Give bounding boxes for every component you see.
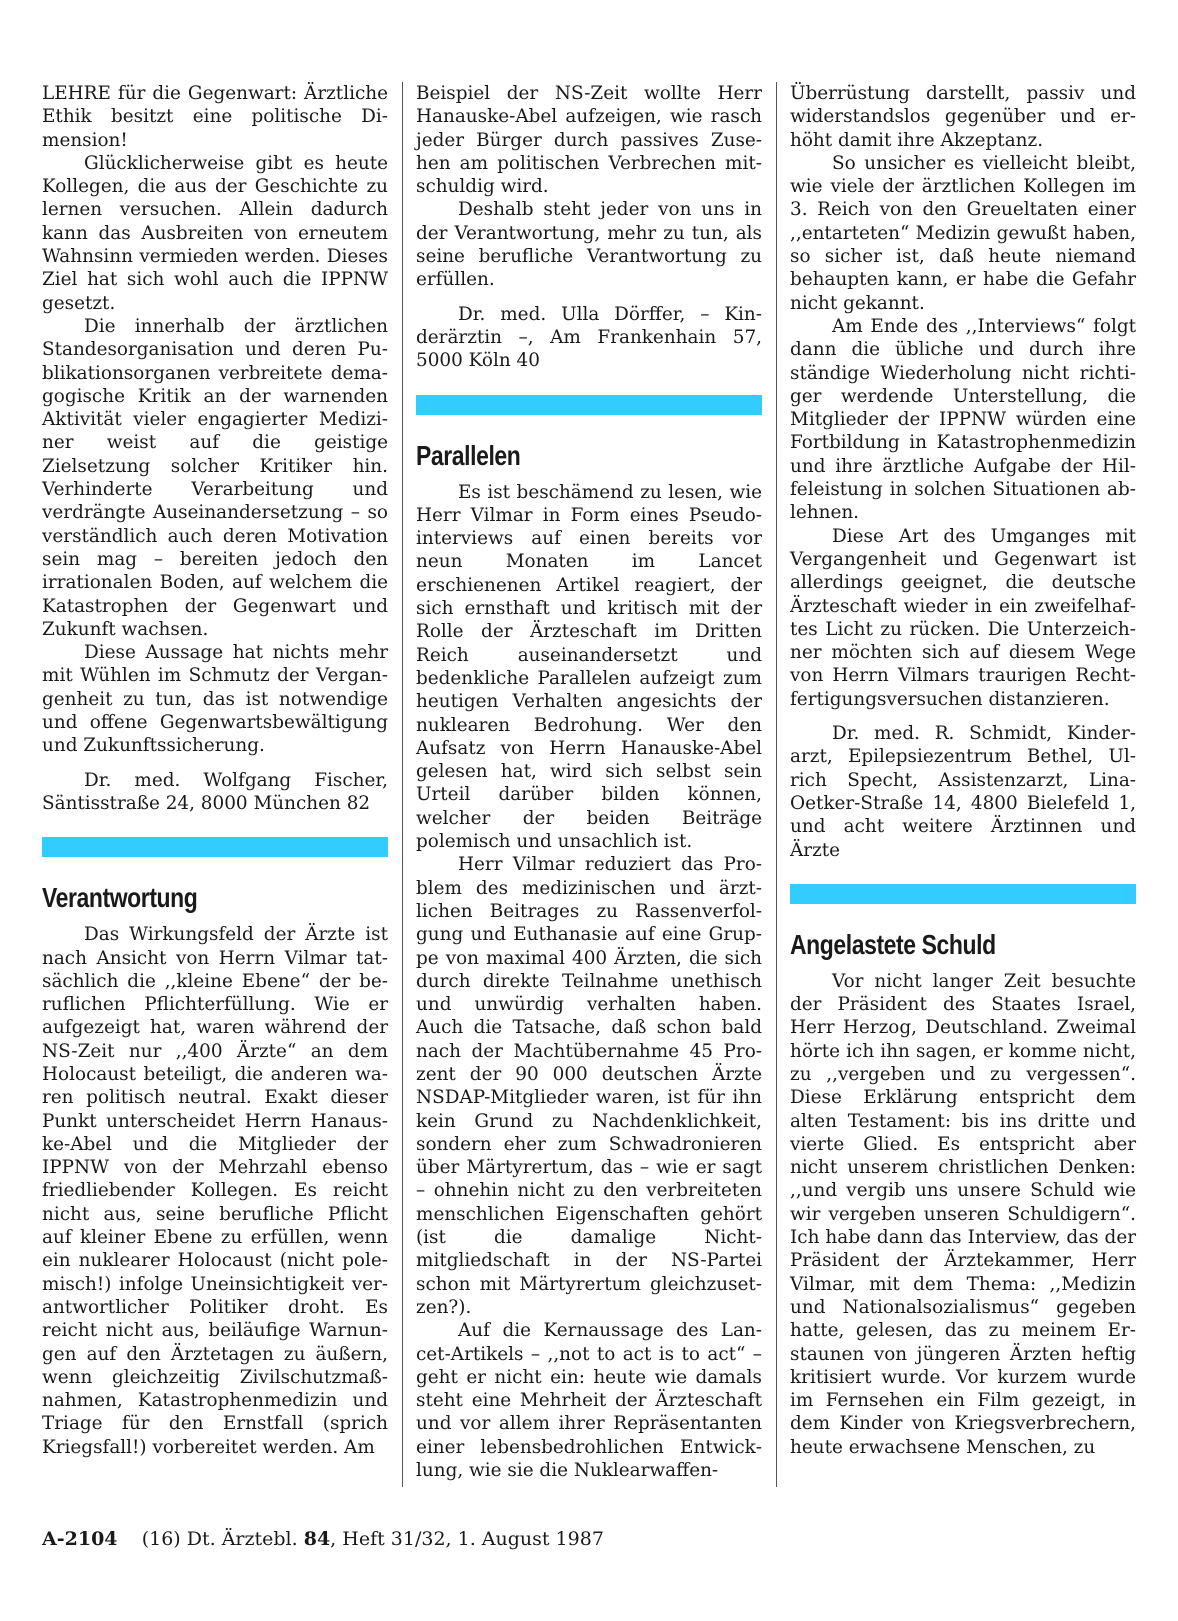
paragraph: Überrüstung darstellt, passiv und widerstandslos gegenüber und erhöht damit ihre Akzeptanz. xyxy=(790,83,1136,151)
letter-signature: Dr. med. Ulla Dörffer, – Kinderärztin –, Am Frankenhain 57, 5000 Köln 40 xyxy=(416,303,762,372)
paragraph: Die innerhalb der ärztlichen Standesorganisation und deren Publikationsorganen verbreitete demagogische Kritik an der warnenden Aktivität vieler engagierter Mediziner weist auf die geistige Zielsetzung solcher Kritiker hin. Verhinderte Verarbeitung und verdrängte Auseinandersetzung – so verständlich auch deren Motivation sein mag – bereiten jedoch den irrationalen Boden, auf welchem die Katastrophen der Gegenwart und Zukunft wachsen. xyxy=(42,315,388,640)
paragraph: Deshalb steht jeder von uns in der Verantwortung, mehr zu tun, als seine berufliche Verantwortung zu erfüllen. xyxy=(416,199,762,291)
paragraph: So unsicher es vielleicht bleibt, wie viele der ärztlichen Kollegen im 3. Reich von den Greueltaten einer ,,entarteten“ Medizin gewußt haben, so sicher ist, daß heute niemand behaupten kann, er habe die Gefahr nicht gekannt. xyxy=(790,152,1136,314)
paragraph: Auf die Kernaussage des Lancet-Artikels – ,,not to act is to act“ – geht er nicht ein: heute wie damals steht eine Mehrheit der Ärzteschaft und vor allem ihrer Repräsentanten einer lebensbedrohlichen Entwicklung, wie sie die Nuklearwaffen- xyxy=(416,1320,762,1482)
page-number: A-2104 xyxy=(42,1528,118,1550)
paragraph: Das Wirkungsfeld der Ärzte ist nach Ansicht von Herrn Vilmar tatsächlich die ,,kleine Ebene“ der beruflichen Pflichterfüllung. Wie er aufgezeigt hat, waren während der NS-Zeit nur ,,400 Ärzte“ an dem Holocaust beteiligt, die anderen waren politisch neutral. Exakt dieser Punkt unterscheidet Herrn Hanauske-Abel und die Mitglieder der IPPNW von der Mehrzahl ebenso friedliebender Kollegen. Es reicht nicht aus, seine berufliche Pflicht auf kleiner Ebene zu erfüllen, wenn ein nuklearer Holocaust (nicht polemisch!) infolge Uneinsichtigkeit verantwortlicher Politiker droht. Es reicht nicht aus, beiläufige Warnungen auf den Ärztetagen zu äußern, wenn gleichzeitig Zivilschutzmaßnahmen, Katastrophenmedizin und Triage für den Ernstfall (sprich Kriegsfall!) vorbereitet werden. Am xyxy=(42,924,388,1458)
paragraph: Diese Aussage hat nichts mehr mit Wühlen im Schmutz der Vergangenheit zu tun, das ist notwendige und offene Gegenwartsbewältigung und Zukunftssicherung. xyxy=(42,642,388,757)
section-heading: Verantwortung xyxy=(42,882,198,914)
section-color-band xyxy=(416,395,762,415)
section-heading: Angelastete Schuld xyxy=(790,928,996,960)
letter-signature: Dr. med. Wolfgang Fischer, Säntisstraße 24, 8000 München 82 xyxy=(42,769,388,814)
paragraph: Diese Art des Umganges mit Vergangenheit und Gegenwart ist allerdings geeignet, die deutsche Ärzteschaft wieder in ein zweifelhaftes Licht zu rücken. Die Unterzeichner möchten sich auf diesem Wege von Herrn Vilmars traurigen Rechtfertigungsversuchen distanzieren. xyxy=(790,525,1136,710)
column-rule xyxy=(402,82,403,1487)
paragraph: Vor nicht langer Zeit besuchte der Präsident des Staates Israel, Herr Herzog, Deutschland. Zweimal hörte ich ihn sagen, er komme nicht, zu ,,vergeben und zu vergessen“. Diese Erklärung entspricht dem alten Testament: bis ins dritte und vierte Glied. Es entspricht aber nicht unserem christlichen Denken: ,,und vergib uns unsere Schuld wie wir vergeben unseren Schuldigern“. Ich habe dann das Interview, das der Präsident der Ärztekammer, Herr Vilmar, mit dem Thema: ,,Medizin und Nationalsozialismus“ gegeben hatte, gelesen, das zu meinem Erstaunen von jüngeren Ärzten heftig kritisiert wurde. Vor kurzem wurde im Fernsehen ein Film gezeigt, in dem Kinder von Kriegsverbrechern, heute erwachsene Menschen, zu xyxy=(790,970,1136,1458)
issue-date: , Heft 31/32, 1. August 1987 xyxy=(330,1528,604,1550)
column-3 xyxy=(790,82,1136,1459)
paragraph: Glücklicherweise gibt es heute Kollegen, die aus der Geschichte zu lernen versuchen. Allein dadurch kann das Ausbreiten von erneutem Wahnsinn vermieden werden. Dieses Ziel hat sich wohl auch die IPPNW gesetzt. xyxy=(42,152,388,314)
paragraph: LEHRE für die Gegenwart: Ärztliche Ethik besitzt eine politische Dimension! xyxy=(42,83,388,151)
column-2 xyxy=(416,82,762,1482)
page-footer xyxy=(42,1527,604,1551)
section-color-band xyxy=(42,837,388,857)
column-rule xyxy=(776,82,777,1487)
section-color-band xyxy=(790,884,1136,904)
column-1 xyxy=(42,82,388,1459)
paragraph: Es ist beschämend zu lesen, wie Herr Vilmar in Form eines Pseudointerviews auf einen bereits vor neun Monaten im Lancet erschienenen Artikel reagiert, der sich ernsthaft und kritisch mit der Rolle der Ärzteschaft im Dritten Reich auseinandersetzt und bedenkliche Parallelen aufzeigt zum heutigen Verhalten angesichts der nuklearen Bedrohung. Wer den Aufsatz von Herrn Hanauske-Abel gelesen hat, wird sich selbst sein Urteil darüber bilden können, welcher der beiden Beiträge polemisch und unsachlich ist. xyxy=(416,481,762,853)
section-heading: Parallelen xyxy=(416,439,521,471)
letter-signature: Dr. med. R. Schmidt, Kinderarzt, Epilepsiezentrum Bethel, Ulrich Specht, Assistenzarzt, Lina-Oetker-Straße 14, 4800 Bielefeld 1, und acht weitere Ärztinnen und Ärzte xyxy=(790,723,1136,861)
paragraph: Herr Vilmar reduziert das Problem des medizinischen und ärztlichen Beitrages zu Rassenverfolgung und Euthanasie auf eine Gruppe von maximal 400 Ärzten, die sich durch direkte Teilnahme unethisch und unwürdig verhalten haben. Auch die Tatsache, daß schon bald nach der Machtübernahme 45 Prozent der 90 000 deutschen Ärzte NSDAP-Mitglieder waren, ist für ihn kein Grund zu Nachdenklichkeit, sondern eher zum Schwadronieren über Märtyrertum, das – wie er sagt – ohnehin nicht zu den verbreiteten menschlichen Eigenschaften gehört (ist die damalige Nichtmitgliedschaft in der NS-Partei schon mit Märtyrertum gleichzusetzen?). xyxy=(416,854,762,1318)
volume-number: 84 xyxy=(303,1528,331,1550)
journal-name: (16) Dt. Ärztebl. xyxy=(141,1528,298,1550)
paragraph: Am Ende des ,,Interviews“ folgt dann die übliche und durch ihre ständige Wiederholung nicht richtiger werdende Unterstellung, die Mitglieder der IPPNW würden eine Fortbildung in Katastrophenmedizin und ihre ärztliche Aufgabe der Hilfeleistung in solchen Situationen ablehnen. xyxy=(790,315,1136,524)
paragraph: Beispiel der NS-Zeit wollte Herr Hanauske-Abel aufzeigen, wie rasch jeder Bürger durch passives Zusehen am politischen Verbrechen mitschuldig wird. xyxy=(416,83,762,198)
